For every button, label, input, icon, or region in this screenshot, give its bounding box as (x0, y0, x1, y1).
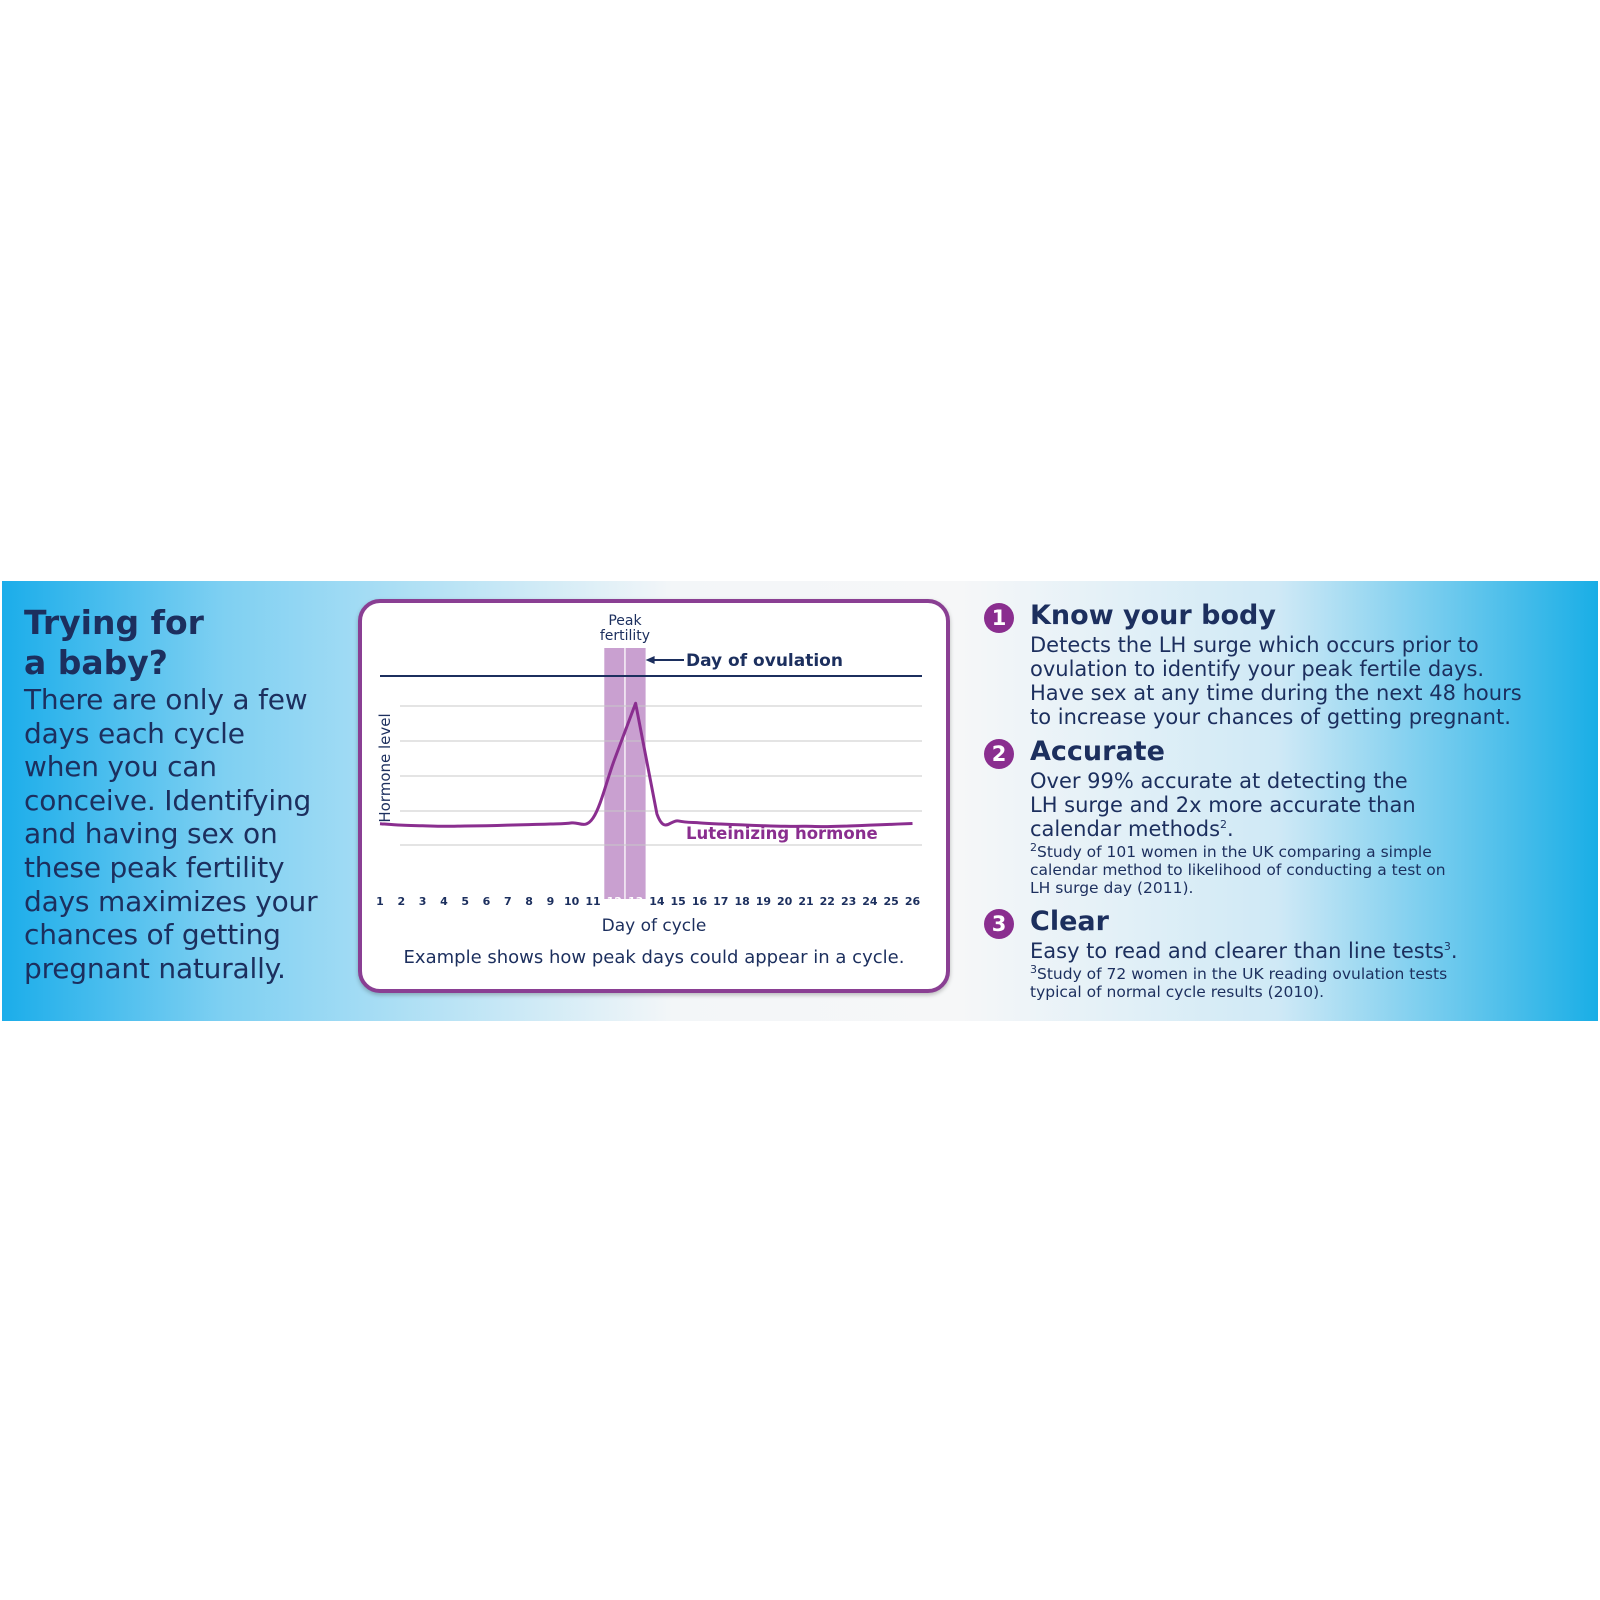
feature-body-text: calendar methods (1030, 817, 1221, 841)
series-label: Luteinizing hormone (686, 824, 878, 843)
feature-body-line: Have sex at any time during the next 48 hours (1030, 681, 1522, 705)
x-tick-label: 18 (734, 895, 750, 908)
x-axis-label: Day of cycle (601, 916, 707, 936)
day-of-ovulation-label: Day of ovulation (686, 651, 843, 671)
footnote-marker: 3 (1030, 962, 1037, 976)
x-tick-label: 16 (691, 895, 708, 908)
footnote-marker: 2 (1030, 840, 1037, 854)
peak-day-band (604, 648, 624, 899)
footnote-ref: 2 (1220, 818, 1228, 831)
intro-title-line-2: a baby? (24, 643, 168, 682)
x-tick-label: 24 (862, 895, 878, 908)
x-tick-label: 22 (819, 895, 835, 908)
feature-number-badge: 1 (984, 603, 1014, 633)
x-tick-label: 2 (397, 895, 406, 908)
footnote-line: LH surge day (2011). (1030, 879, 1194, 897)
x-tick-label: 5 (461, 895, 470, 908)
x-tick-label: 8 (525, 895, 533, 908)
feature-body-end: . (1450, 939, 1458, 963)
footnote-line (1030, 962, 1590, 983)
feature-body-text: Easy to read and clearer than line tests (1030, 939, 1444, 963)
feature-body-line: LH surge and 2x more accurate than (1030, 793, 1416, 817)
x-tick-label: 13 (627, 895, 644, 908)
lh-series-line (380, 703, 913, 826)
x-tick-label: 21 (798, 895, 814, 908)
feature-title: Clear (1030, 906, 1109, 937)
feature-body-line: to increase your chances of getting pregnant. (1030, 705, 1511, 729)
footnote-line: calendar method to likelihood of conducting a test on (1030, 861, 1446, 879)
x-tick-label: 12 (606, 895, 622, 908)
x-tick-label: 3 (418, 895, 427, 908)
x-tick-label: 10 (564, 895, 580, 908)
footnote-line (1030, 840, 1590, 861)
intro-body-line: when you can (24, 750, 217, 784)
info-banner (2, 581, 1598, 1021)
feature-body-line: Detects the LH surge which occurs prior to (1030, 633, 1479, 657)
footnote-text: Study of 101 women in the UK comparing a simple (1037, 843, 1432, 861)
x-tick-label: 6 (482, 895, 491, 908)
ovulation-arrow-head (646, 656, 655, 664)
feature-title: Accurate (1030, 736, 1165, 767)
x-tick-label: 15 (670, 895, 686, 908)
x-tick-label: 9 (546, 895, 555, 908)
feature-body-line: Over 99% accurate at detecting the (1030, 769, 1408, 793)
peak-fertility-label-line-1: Peak (608, 613, 642, 629)
x-tick-label: 7 (503, 895, 512, 908)
intro-body-line: pregnant naturally. (24, 951, 286, 985)
x-tick-label: 20 (777, 895, 793, 908)
intro-body-line: There are only a few (24, 683, 308, 716)
y-axis-label: Hormone level (376, 713, 394, 823)
feature-number-badge: 2 (984, 739, 1014, 769)
intro-body-line: days each cycle (24, 716, 245, 750)
x-tick-label: 11 (585, 895, 601, 908)
x-tick-label: 26 (904, 895, 921, 908)
feature-body-line: ovulation to identify your peak fertile days. (1030, 657, 1485, 681)
feature-number-badge: 3 (984, 909, 1014, 939)
peak-day-band (626, 648, 646, 899)
hormone-chart-card (358, 599, 950, 993)
ovulation-arrow (646, 656, 684, 664)
intro-block (24, 603, 344, 985)
hormone-chart (362, 603, 946, 989)
feature-body-end: . (1227, 817, 1234, 841)
x-tick-label: 19 (755, 895, 772, 908)
peak-fertility-label-line-2: fertility (599, 628, 651, 644)
x-tick-label: 23 (840, 895, 857, 908)
intro-title-line-1: Trying for (24, 603, 204, 642)
feature-body-line-with-ref (1030, 817, 1590, 841)
intro-body-line: chances of getting (24, 918, 281, 952)
intro-body-line: these peak fertility (24, 850, 285, 884)
footnote-ref: 3 (1443, 940, 1451, 953)
footnote-line: typical of normal cycle results (2010). (1030, 983, 1325, 1001)
feature-title: Know your body (1030, 600, 1276, 631)
feature-body-line-with-ref (1030, 939, 1590, 963)
x-tick-label: 1 (376, 895, 384, 908)
x-tick-label: 14 (649, 895, 665, 908)
x-tick-label: 17 (713, 895, 729, 908)
intro-body-line: days maximizes your (24, 884, 318, 918)
x-tick-label: 4 (440, 895, 448, 908)
intro-body-line: conceive. Identifying (24, 783, 312, 817)
chart-caption: Example shows how peak days could appear in a cycle. (403, 947, 905, 968)
x-tick-label: 25 (883, 895, 899, 908)
footnote-text: Study of 72 women in the UK reading ovulation tests (1037, 965, 1448, 983)
intro-body-line: and having sex on (24, 817, 278, 851)
x-tick-labels (376, 895, 920, 908)
